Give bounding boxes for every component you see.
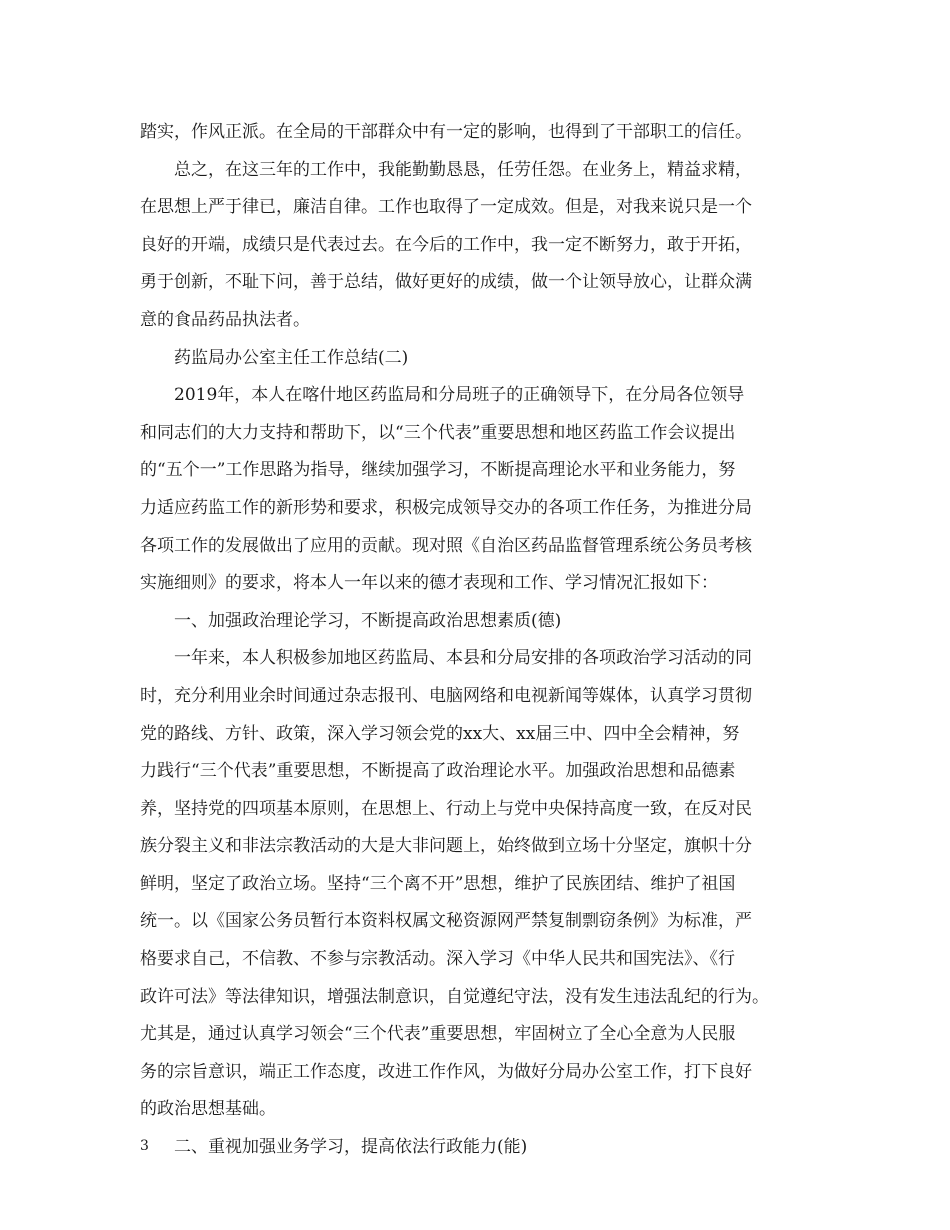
text-line: 格要求自己，不信教、不参与宗教活动。深入学习《中华人民共和国宪法》、《行 (140, 949, 735, 970)
page-number: 3 (140, 1138, 149, 1154)
text-line: 总之，在这三年的工作中，我能勤勤恳恳，任劳任怨。在业务上，精益求精， (174, 159, 752, 180)
text-line: 务的宗旨意识，端正工作态度，改进工作作风，为做好分局办公室工作，打下良好 (140, 1061, 752, 1082)
text-line: 一年来，本人积极参加地区药监局、本县和分局安排的各项政治学习活动的同 (174, 648, 752, 669)
text-line: 各项工作的发展做出了应用的贡献。现对照《自治区药品监督管理系统公务员考核 (140, 535, 752, 556)
text-line: 实施细则》的要求，将本人一年以来的德才表现和工作、学习情况汇报如下： (140, 573, 718, 594)
section-heading: 二、重视加强业务学习，提高依法行政能力(能) (174, 1137, 528, 1158)
text-line: 族分裂主义和非法宗教活动的大是大非问题上，始终做到立场十分坚定，旗帜十分 (140, 836, 752, 857)
document-body (140, 114, 812, 1167)
text-line: 统一。以《国家公务员暂行本资料权属文秘资源网严禁复制剽窃条例》为标准，严 (140, 911, 752, 932)
text-line: 的“五个一”工作思路为指导，继续加强学习，不断提高理论水平和业务能力，努 (140, 460, 736, 481)
text-line: 踏实，作风正派。在全局的干部群众中有一定的影响，也得到了干部职工的信任。 (140, 122, 752, 142)
text-line: 良好的开端，成绩只是代表过去。在今后的工作中，我一定不断努力，敢于开拓， (140, 234, 752, 255)
text-line: 尤其是，通过认真学习领会“三个代表”重要思想，牢固树立了全心全意为人民服 (140, 1024, 736, 1045)
text-line: 力适应药监工作的新形势和要求，积极完成领导交办的各项工作任务，为推进分局 (140, 497, 752, 518)
section-heading: 一、加强政治理论学习，不断提高政治思想素质(德) (174, 610, 562, 631)
text-line: 力践行“三个代表”重要思想，不断提高了政治理论水平。加强政治思想和品德素 (140, 761, 736, 782)
section-title: 药监局办公室主任工作总结(二) (174, 347, 409, 368)
text-line: 和同志们的大力支持和帮助下，以“三个代表”重要思想和地区药监工作会议提出 (140, 422, 736, 443)
text-line: 政许可法》等法律知识，增强法制意识，自觉遵纪守法，没有发生违法乱纪的行为。 (140, 986, 769, 1007)
text-line: 鲜明，坚定了政治立场。坚持“三个离不开”思想，维护了民族团结、维护了祖国 (140, 873, 736, 894)
text-line: 2019年，本人在喀什地区药监局和分局班子的正确领导下，在分局各位领导 (174, 385, 745, 406)
text-line: 勇于创新，不耻下问，善于总结，做好更好的成绩，做一个让领导放心，让群众满 (140, 272, 752, 293)
text-line: 的政治思想基础。 (140, 1099, 276, 1120)
text-line: 党的路线、方针、政策，深入学习领会党的xx大、xx届三中、四中全会精神，努 (140, 723, 740, 744)
text-line: 养，坚持党的四项基本原则，在思想上、行动上与党中央保持高度一致，在反对民 (140, 798, 752, 819)
text-line: 意的食品药品执法者。 (140, 309, 310, 330)
text-line: 在思想上严于律已，廉洁自律。工作也取得了一定成效。但是，对我来说只是一个 (140, 197, 752, 218)
text-line: 时，充分利用业余时间通过杂志报刊、电脑网络和电视新闻等媒体，认真学习贯彻 (140, 685, 752, 706)
